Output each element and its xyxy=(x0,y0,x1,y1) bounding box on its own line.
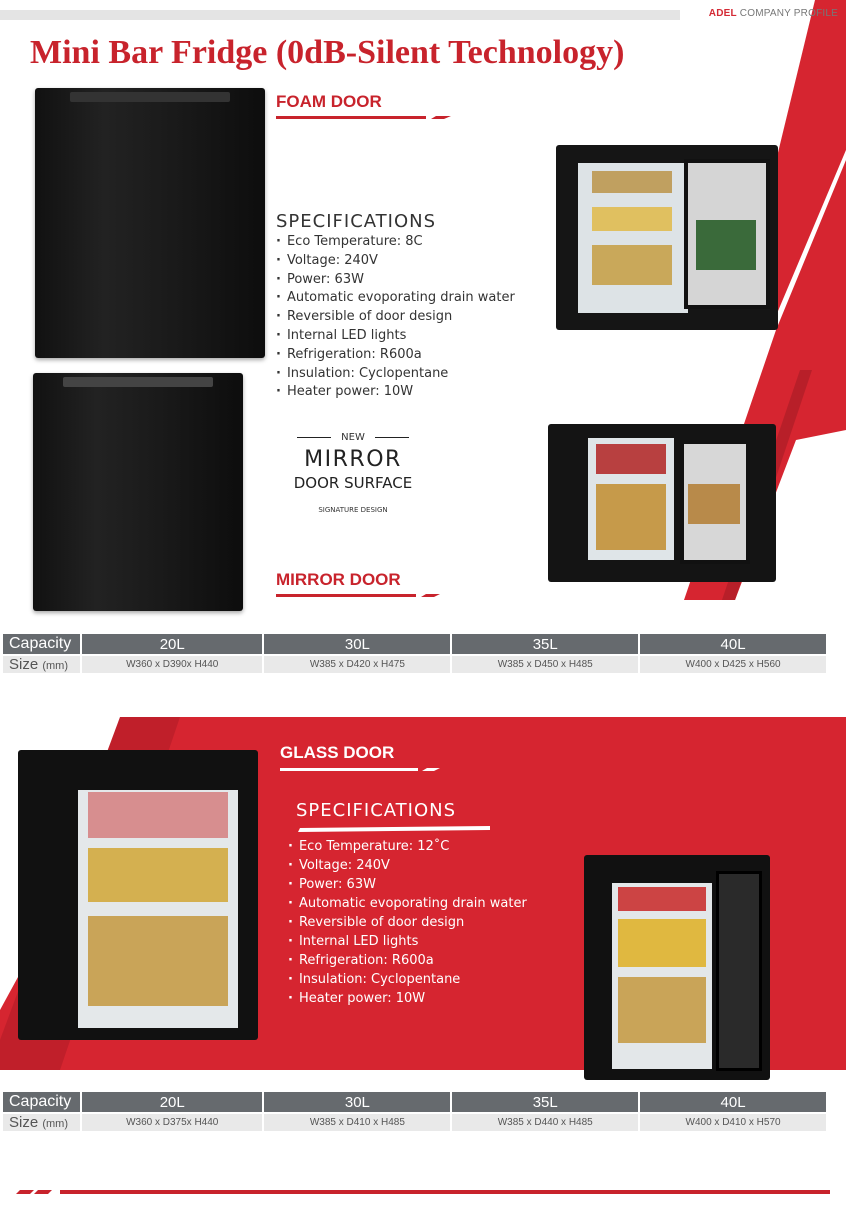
mirror-subheading: DOOR SURFACE xyxy=(293,474,413,492)
capacity-cell: 40L xyxy=(639,634,827,655)
size-cell: W400 x D425 x H560 xyxy=(639,655,827,673)
spec-item: · Internal LED lights xyxy=(276,327,515,346)
open-mirror-fridge-image xyxy=(548,424,776,582)
open-glass-fridge-image xyxy=(584,855,770,1080)
spec-item: · Voltage: 240V xyxy=(276,252,515,271)
company-brand: ADEL COMPANY PROFILE xyxy=(708,8,838,19)
spec-item: · Automatic evoporating drain water xyxy=(276,289,515,308)
capacity-cell: 40L xyxy=(639,1092,827,1113)
glass-door-fridge-image xyxy=(18,750,258,1040)
capacity-cell: 20L xyxy=(81,634,263,655)
spec-item: · Power: 63W xyxy=(276,271,515,290)
glass-door-underline xyxy=(280,768,440,773)
size-header: Size (mm) xyxy=(3,1113,81,1131)
spec-item: · Heater power: 10W xyxy=(276,383,515,402)
spec-item: · Power: 63W xyxy=(288,875,527,894)
size-cell: W385 x D420 x H475 xyxy=(263,655,451,673)
capacity-cell: 35L xyxy=(451,634,639,655)
foam-door-fridge-image xyxy=(35,88,265,358)
footer-rule xyxy=(60,1190,830,1194)
capacity-cell: 30L xyxy=(263,634,451,655)
glass-specifications-heading: SPECIFICATIONS xyxy=(296,800,457,821)
open-foam-fridge-image xyxy=(556,145,778,330)
capacity-header: Capacity xyxy=(3,634,81,655)
glass-door-size-table xyxy=(3,1092,828,1131)
spec-item: · Voltage: 240V xyxy=(288,856,527,875)
mirror-door-underline xyxy=(276,594,441,599)
foam-door-underline xyxy=(276,116,451,121)
spec-item: · Automatic evoporating drain water xyxy=(288,894,527,913)
foam-specifications-heading: SPECIFICATIONS xyxy=(276,211,437,232)
capacity-cell: 20L xyxy=(81,1092,263,1113)
spec-item: · Refrigeration: R600a xyxy=(276,346,515,365)
spec-item: · Eco Temperature: 12˚C xyxy=(288,837,527,856)
size-cell: W400 x D410 x H570 xyxy=(639,1113,827,1131)
size-row xyxy=(3,1113,827,1131)
glass-specifications-list xyxy=(288,837,527,1008)
size-cell: W360 x D390x H440 xyxy=(81,655,263,673)
page-title: Mini Bar Fridge (0dB-Silent Technology) xyxy=(30,34,625,71)
mirror-door-label: MIRROR DOOR xyxy=(276,570,401,589)
spec-item: · Reversible of door design xyxy=(276,308,515,327)
foam-specifications-list xyxy=(276,233,515,402)
spec-item: · Refrigeration: R600a xyxy=(288,951,527,970)
capacity-cell: 35L xyxy=(451,1092,639,1113)
glass-door-label: GLASS DOOR xyxy=(280,743,395,762)
spec-item: · Insulation: Cyclopentane xyxy=(276,365,515,384)
capacity-cell: 30L xyxy=(263,1092,451,1113)
foam-door-label: FOAM DOOR xyxy=(276,92,382,111)
signature-design-tag: SIGNATURE DESIGN xyxy=(318,506,388,514)
size-cell: W360 x D375x H440 xyxy=(81,1113,263,1131)
capacity-row xyxy=(3,1092,827,1113)
size-header: Size (mm) xyxy=(3,655,81,673)
spec-item: · Insulation: Cyclopentane xyxy=(288,970,527,989)
size-cell: W385 x D410 x H485 xyxy=(263,1113,451,1131)
capacity-row xyxy=(3,634,827,655)
header-strip xyxy=(0,10,680,20)
size-row xyxy=(3,655,827,673)
spec-item: · Heater power: 10W xyxy=(288,989,527,1008)
spec-item: · Eco Temperature: 8C xyxy=(276,233,515,252)
new-tag: NEW xyxy=(341,432,365,443)
mirror-promo-block xyxy=(278,432,428,514)
mirror-door-fridge-image xyxy=(33,373,243,611)
capacity-header: Capacity xyxy=(3,1092,81,1113)
foam-mirror-size-table xyxy=(3,634,828,673)
size-cell: W385 x D450 x H485 xyxy=(451,655,639,673)
size-cell: W385 x D440 x H485 xyxy=(451,1113,639,1131)
spec-item: · Reversible of door design xyxy=(288,913,527,932)
spec-item: · Internal LED lights xyxy=(288,932,527,951)
mirror-heading: MIRROR xyxy=(304,447,402,472)
